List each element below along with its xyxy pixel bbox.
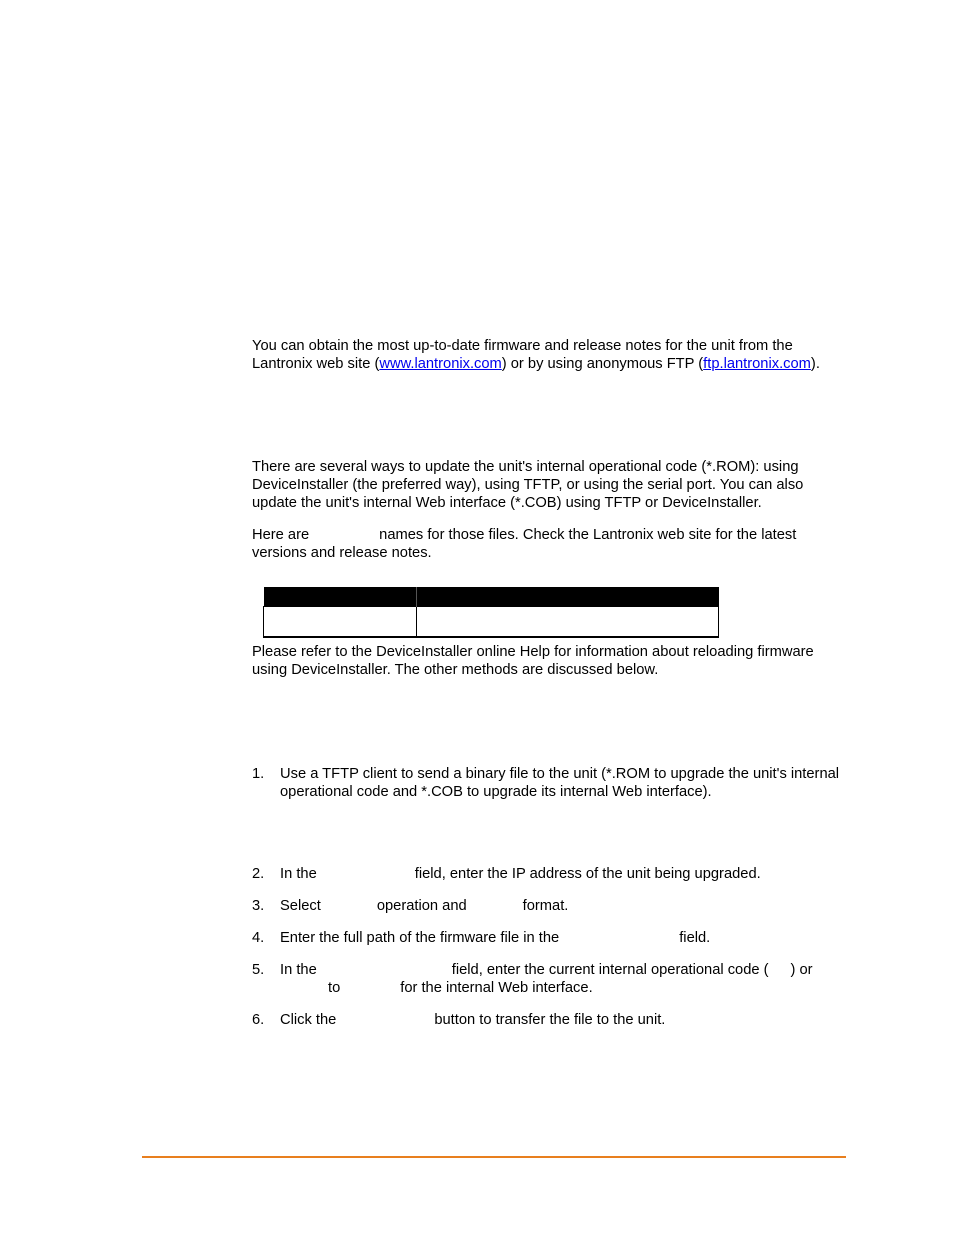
table-row bbox=[264, 607, 719, 638]
update-methods-paragraph: There are several ways to update the unit's internal operational code (*.ROM): using DeviceInstaller (the preferred way), using TFTP, or using the serial port. You can also update the unit's internal Web interface (*.COB) using TFTP or DeviceInstaller. bbox=[252, 459, 804, 511]
step-text-part: button to transfer the file to the unit. bbox=[434, 1012, 666, 1028]
para1-text-c: ). bbox=[810, 356, 820, 372]
para3-text-a: Here are bbox=[252, 527, 310, 543]
step-text bbox=[280, 1011, 845, 1029]
lantronix-ftp-link[interactable]: ftp.lantronix.com bbox=[703, 356, 811, 372]
table-header-cell bbox=[416, 587, 719, 607]
deviceinstaller-paragraph: Please refer to the DeviceInstaller online Help for information about reloading firmware using DeviceInstaller. The other methods are discussed below. bbox=[252, 644, 814, 678]
step-text-part: operation and bbox=[376, 898, 467, 914]
step-text-part: Click the bbox=[280, 1012, 337, 1028]
step-text-part: field. bbox=[679, 930, 711, 946]
step-number: 3. bbox=[252, 898, 265, 914]
footer-rule bbox=[142, 1156, 846, 1158]
table-header-cell bbox=[264, 587, 417, 607]
step-text bbox=[280, 961, 845, 997]
table-header-row bbox=[264, 587, 719, 607]
step-text-part: ) or bbox=[790, 962, 813, 978]
step-text-part: to bbox=[328, 980, 341, 996]
step-text bbox=[280, 929, 845, 947]
step-text-part: field, enter the current internal operational code ( bbox=[451, 962, 769, 978]
table-cell bbox=[416, 607, 719, 638]
step-text-part: Select bbox=[280, 898, 321, 914]
step-text-part: for the internal Web interface. bbox=[400, 980, 593, 996]
para1-text-b: ) or by using anonymous FTP ( bbox=[501, 356, 704, 372]
step-number: 5. bbox=[252, 962, 265, 978]
step-text: Use a TFTP client to send a binary file to the unit (*.ROM to upgrade the unit's internal operational code and *.COB to upgrade its internal Web interface). bbox=[280, 766, 840, 800]
step-number: 2. bbox=[252, 866, 265, 882]
table-cell bbox=[264, 607, 417, 638]
lantronix-web-link[interactable]: www.lantronix.com bbox=[379, 356, 502, 372]
step-text bbox=[280, 897, 845, 915]
step-text-part: format. bbox=[522, 898, 569, 914]
step-text-part: Enter the full path of the firmware file in the bbox=[280, 930, 560, 946]
firmware-source-paragraph bbox=[252, 337, 852, 373]
step-number: 6. bbox=[252, 1012, 265, 1028]
step-text-part: In the bbox=[280, 962, 317, 978]
para1-text-a: You can obtain the most up-to-date firmware and release notes for the unit from the Lantronix web site ( bbox=[252, 338, 793, 372]
step-number: 1. bbox=[252, 766, 265, 782]
step-text-part: In the bbox=[280, 866, 317, 882]
file-names-paragraph bbox=[252, 526, 852, 562]
step-text-part: field, enter the IP address of the unit being upgraded. bbox=[414, 866, 761, 882]
step-text bbox=[280, 865, 845, 883]
firmware-files-table bbox=[263, 587, 719, 638]
para3-text-b: names for those files. Check the Lantronix web site for the latest versions and release notes. bbox=[252, 527, 797, 561]
step-number: 4. bbox=[252, 930, 265, 946]
